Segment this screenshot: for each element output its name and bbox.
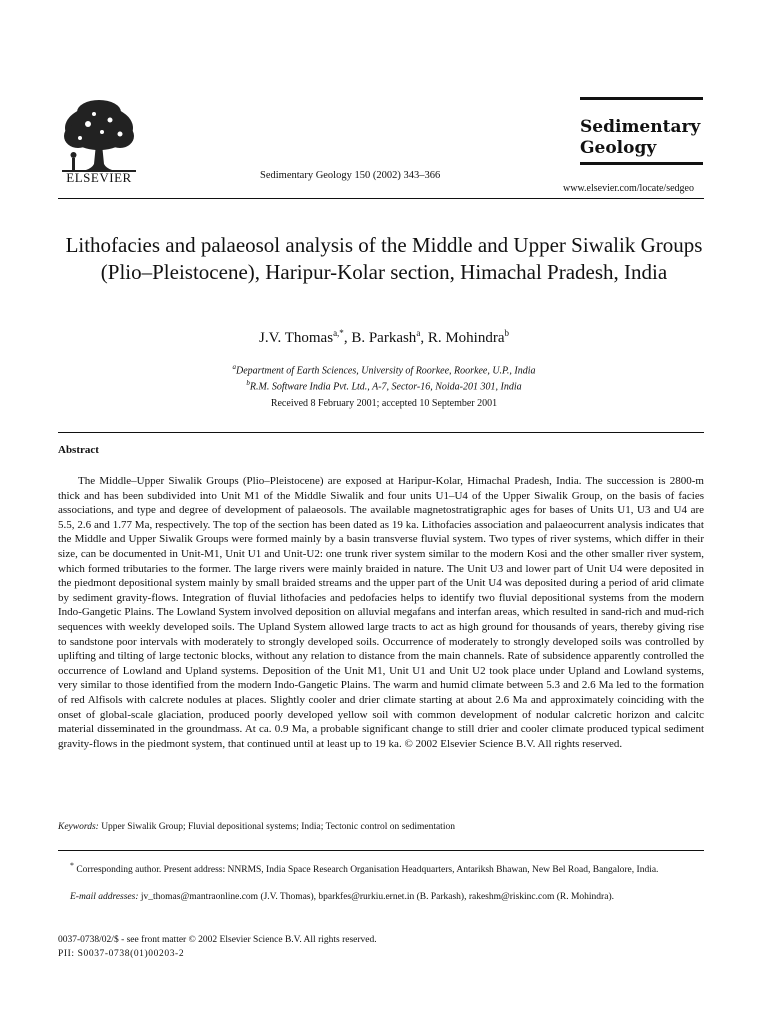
journal-rule-bottom [580, 162, 703, 165]
email-addresses-note [58, 889, 704, 905]
article-title: Lithofacies and palaeosol analysis of the Middle and Upper Siwalik Groups (Plio–Pleistocene), Haripur-Kolar section, Himachal Pradesh, India [65, 233, 703, 284]
affiliation-item [0, 361, 768, 377]
author-affiliation-mark: b [504, 328, 509, 338]
issn-line: 0037-0738/02/$ - see front matter © 2002 Elsevier Science B.V. All rights reserved. [58, 935, 377, 945]
journal-rule-top [580, 97, 703, 100]
email-label: E-mail addresses: [70, 892, 139, 902]
keywords-line [58, 822, 455, 832]
journal-citation: Sedimentary Geology 150 (2002) 343–366 [260, 170, 441, 181]
affiliation-text: R.M. Software India Pvt. Ltd., A-7, Sector-16, Noida-201 301, India [249, 381, 522, 393]
affiliation-text: Department of Earth Sciences, University of Roorkee, Roorkee, U.P., India [236, 365, 536, 377]
journal-name: Sedimentary Geology [580, 117, 701, 158]
author-affiliation-mark: a,* [333, 328, 344, 338]
author-list [0, 328, 768, 347]
author-separator: , [343, 330, 352, 346]
corresponding-text: Corresponding author. Present address: NNRMS, India Space Research Organisation Headquarters, Antariksh Bhawan, New Bel Road, Bangalore, India. [76, 865, 659, 876]
keywords-text: Upper Siwalik Group; Fluvial depositional systems; India; Tectonic control on sedimentation [101, 822, 455, 832]
footnote-divider [58, 850, 704, 851]
author-separator: , [420, 330, 428, 346]
affiliation-mark: b [246, 379, 250, 388]
pii-line: PII: S0037-0738(01)00203-2 [58, 949, 185, 959]
author-affiliation-mark: a [416, 328, 421, 338]
author-name: J.V. Thomas [259, 330, 334, 346]
author-name: B. Parkash [351, 330, 417, 346]
author-name: R. Mohindra [427, 330, 505, 346]
abstract-heading: Abstract [58, 444, 99, 456]
received-dates: Received 8 February 2001; accepted 10 September 2001 [270, 398, 498, 409]
abstract-divider [58, 432, 704, 433]
affiliation-list [0, 361, 768, 394]
affiliation-item [0, 377, 768, 393]
keywords-label: Keywords: [58, 822, 99, 832]
publisher-name: ELSEVIER [66, 170, 132, 185]
journal-url[interactable]: www.elsevier.com/locate/sedgeo [563, 183, 694, 194]
affiliation-mark: a [232, 363, 237, 371]
footnote-mark: * [70, 861, 74, 870]
header-divider [58, 198, 704, 199]
corresponding-author-note [58, 858, 704, 878]
abstract-body: The Middle–Upper Siwalik Groups (Plio–Pleistocene) are exposed at Haripur-Kolar, Himachal Pradesh, India. The succession is 2800-m thick and has been subdivided into Unit M1 of the Middle Siwalik and four units U1–U4 of the Upper Siwalik Group, on the basis of facies associations, and type and degree of development of palaeosols. The available magnetostratigraphic ages for bases of Units U1, U3 and U4 are 5.5, 2.6 and 1.77 Ma, respectively. The top of the section has been dated as 19 ka. Lithofacies association and palaeocurrent analysis indicates that the Middle and Upper Siwalik Groups were formed mainly by a basin transverse fluvial system. Two types of river systems, which differ in their size, can be documented in Unit-M1, Unit U1 and Unit-U2: one trunk river system similar to the modern Kosi and the other smaller river system, which formed tributaries to the former. The large rivers were mainly braided in nature. The Unit U3 and lower part of Unit U4 were deposited in the piedmont depositional system mainly by small braided streams and the upper part of the Unit U4 was deposited during a period of arid climate by sediment gravity-flows. Integration of fluvial lithofacies and pedofacies helps to identify two fluvial depositional systems from the modern Indo-Gangetic Plains. The Lowland System involved deposition on alluvial megafans and interfan areas, which resulted in sand-rich and mud-rich sequences with weekly developed soils. The Upland System allowed large tracts to act as high ground for thousands of years, thereby giving rise to sandstone poor intervals with moderately to strongly developed soils. Occurrence of moderately to strongly developed soils was controlled by uplifting and tilting of large tectonic blocks, without any relation to distance from the main channels. Rate of subsidence apparently controlled the occurrence of Lowland and Upland systems. Deposition of the Unit M1, Unit U1 and Unit U2 took place under Upland and Lowland systems, very similar to those identified from the modern Indo-Gangetic Plains. The warm and humid climate between 5.3 and 2.6 Ma led to the formation of red Alfisols with calcrete nodules at places. Slightly cooler and drier climate starting at about 2.6 Ma and approximately coinciding with the onset of global-scale glaciation, produced poorly developed yellow soil with common development of nodular calcretic horizon and calcitc material disseminated in the groundmass. At ca. 0.9 Ma, a probable significant change to still drier and cooler climate produced typical sediment gravity-flows in the piedmont system, that continued until at least up to 19 ka. © 2002 Elsevier Science B.V. All rights reserved. [58, 475, 704, 750]
email-list[interactable]: jv_thomas@mantraonline.com (J.V. Thomas), bparkfes@rurkiu.ernet.in (B. Parkash), rakeshm@riskinc.com (R. Mohindra). [140, 892, 614, 902]
